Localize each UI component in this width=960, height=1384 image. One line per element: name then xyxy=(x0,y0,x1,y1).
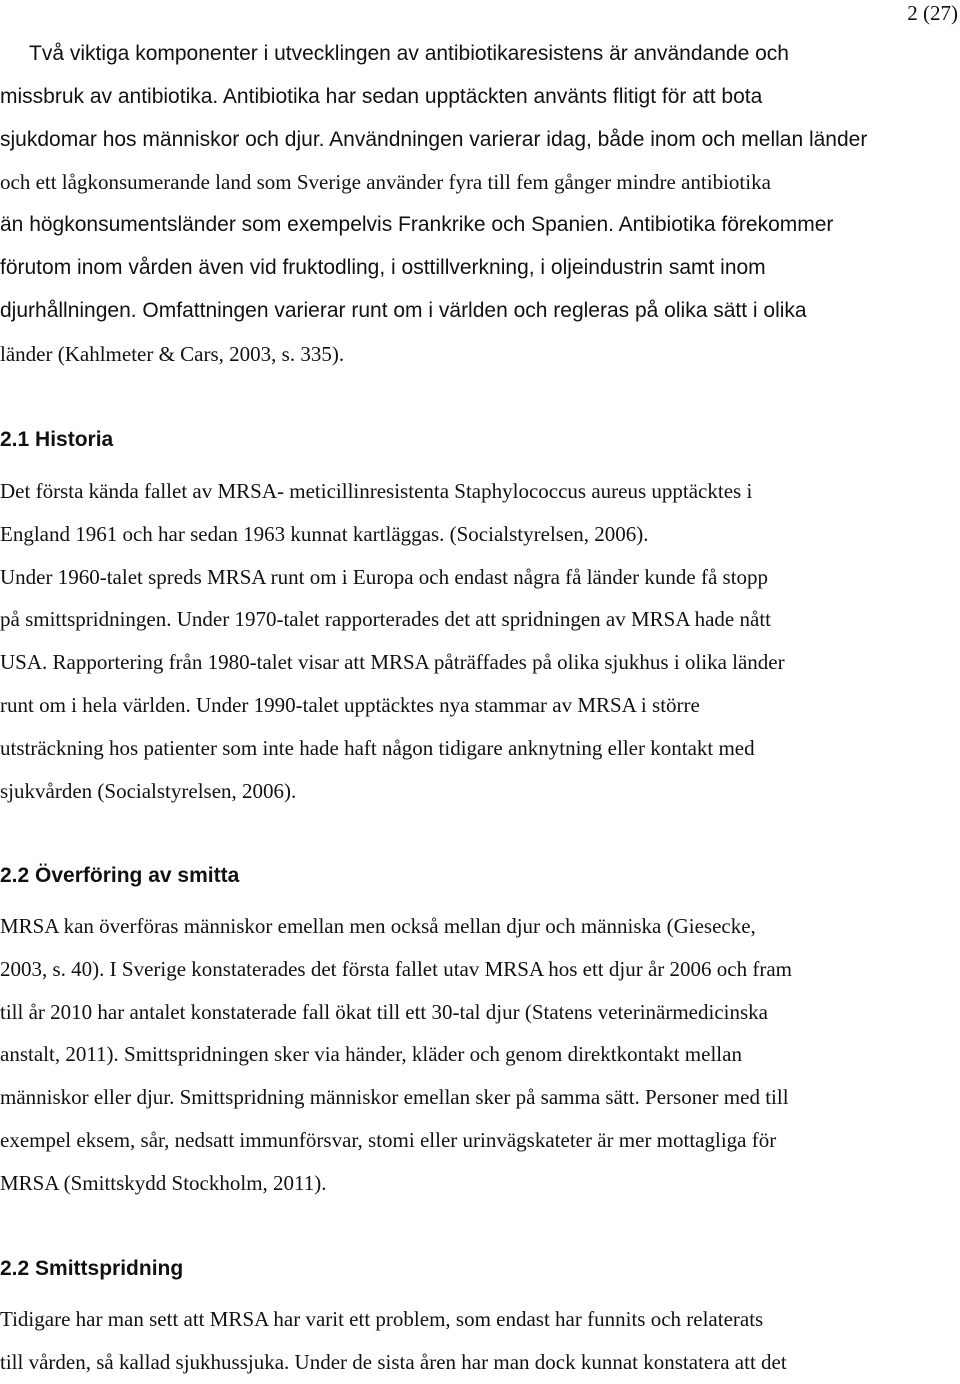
overforing-line: anstalt, 2011). Smittspridningen sker via händer, kläder och genom direktkontakt mellan xyxy=(0,1042,742,1067)
historia-paragraph xyxy=(0,470,785,812)
section-heading-smittspridning: 2.2 Smittspridning xyxy=(0,1257,184,1280)
section-heading-overforing: 2.2 Överföring av smitta xyxy=(0,864,240,887)
historia-line: Det första kända fallet av MRSA- meticillinresistenta Staphylococcus aureus upptäcktes i xyxy=(0,479,753,503)
overforing-line: till år 2010 har antalet konstaterade fall ökat till ett 30-tal djur (Statens veterinärmedicinska xyxy=(0,999,768,1024)
intro-line: Två viktiga komponenter i utvecklingen av antibiotikaresistens är användande och xyxy=(29,42,789,65)
intro-line: och ett lågkonsumerande land som Sverige använder fyra till fem gånger mindre antibiotika xyxy=(0,170,771,195)
intro-line: förutom inom vården även vid fruktodling, i osttillverkning, i oljeindustrin samt inom xyxy=(0,255,766,279)
historia-line: sjukvården (Socialstyrelsen, 2006). xyxy=(0,778,297,803)
historia-line: USA. Rapportering från 1980-talet visar att MRSA påträffades på olika sjukhus i olika länder xyxy=(0,650,785,675)
intro-line: djurhållningen. Omfattningen varierar runt om i världen och regleras på olika sätt i olika xyxy=(0,298,807,322)
overforing-line: MRSA (Smittskydd Stockholm, 2011). xyxy=(0,1170,327,1195)
intro-paragraph xyxy=(0,33,867,375)
overforing-line: exempel eksem, sår, nedsatt immunförsvar, stomi eller urinvägskateter är mer mottagliga för xyxy=(0,1127,777,1152)
overforing-line: MRSA kan överföras människor emellan men också mellan djur och människa (Giesecke, xyxy=(0,914,756,938)
intro-line: länder (Kahlmeter & Cars, 2003, s. 335). xyxy=(0,341,345,366)
historia-line: utsträckning hos patienter som inte hade haft någon tidigare anknytning eller kontakt med xyxy=(0,735,755,760)
smittspridning-paragraph xyxy=(0,1298,787,1384)
historia-line: runt om i hela världen. Under 1990-talet upptäcktes nya stammar av MRSA i större xyxy=(0,692,700,717)
intro-line: sjukdomar hos människor och djur. Användningen varierar idag, både inom och mellan länder xyxy=(0,127,868,151)
overforing-paragraph xyxy=(0,905,792,1205)
historia-line: Under 1960-talet spreds MRSA runt om i Europa och endast några få länder kunde få stopp xyxy=(0,564,769,589)
smittspridning-line: till vården, så kallad sjukhussjuka. Under de sista åren har man dock kunnat konstatera att det xyxy=(0,1349,787,1374)
page-number: 2 (27) xyxy=(907,1,958,25)
overforing-line: människor eller djur. Smittspridning människor emellan sker på samma sätt. Personer med till xyxy=(0,1085,789,1110)
historia-line: England 1961 och har sedan 1963 kunnat kartläggas. (Socialstyrelsen, 2006). xyxy=(0,521,649,546)
overforing-line: 2003, s. 40). I Sverige konstaterades det första fallet utav MRSA hos ett djur år 2006 och fram xyxy=(0,956,792,981)
section-heading-historia: 2.1 Historia xyxy=(0,428,114,451)
intro-line: missbruk av antibiotika. Antibiotika har sedan upptäckten använts flitigt för att bota xyxy=(0,84,763,108)
intro-line: än högkonsumentsländer som exempelvis Frankrike och Spanien. Antibiotika förekommer xyxy=(0,213,834,237)
smittspridning-line: Tidigare har man sett att MRSA har varit ett problem, som endast har funnits och relaterats xyxy=(0,1307,764,1331)
historia-line: på smittspridningen. Under 1970-talet rapporterades det att spridningen av MRSA hade nått xyxy=(0,607,771,632)
